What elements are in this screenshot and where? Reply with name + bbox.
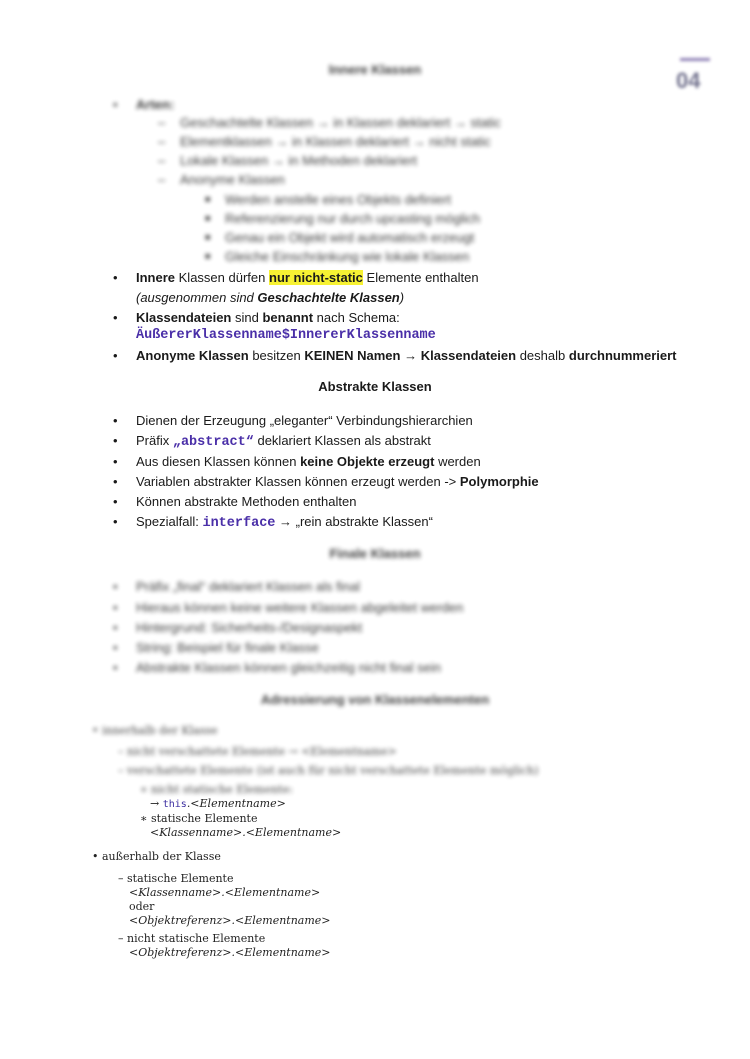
list-item: – verschattete Elemente (ist auch für nicht verschattete Elemente möglich) [118, 764, 539, 777]
list-item: – Anonyme Klassen [158, 172, 285, 187]
list-item: ■ Gleiche Einschränkung wie lokale Klassen [205, 249, 470, 264]
list-item: • Präfix „abstract“ deklariert Klassen als abstrakt [113, 433, 431, 450]
section-title-innere-klassen: Innere Klassen [328, 62, 422, 77]
code-line: <Klassenname>.<Elementname> [129, 886, 321, 899]
code-line: <Objektreferenz>.<Elementname> [129, 946, 331, 959]
code-schema: ÄußererKlassenname$InnererKlassenname [136, 328, 436, 343]
list-item: – Elementklassen → in Klassen deklariert → nicht static [158, 134, 491, 149]
list-item: • innerhalb der Klasse [92, 724, 218, 737]
list-item: • Präfix „final“ deklariert Klassen als final [113, 579, 360, 594]
list-item: • außerhalb der Klasse [92, 850, 221, 863]
page-number-badge: 04 [676, 58, 714, 96]
list-item: • Spezialfall: interface → „rein abstrakte Klassen“ [113, 514, 433, 531]
list-item: ∗ nicht statische Elemente: [140, 783, 293, 796]
list-item: – statische Elemente [118, 872, 234, 885]
list-item-innere: • Innere Klassen dürfen nur nicht-static Elemente enthalten [113, 270, 479, 285]
list-item: • Dienen der Erzeugung „eleganter“ Verbindungshierarchien [113, 413, 473, 428]
list-item-anonyme: • Anonyme Klassen besitzen KEINEN Namen → Klassendateien deshalb durchnummeriert [113, 348, 677, 363]
list-item: ■ Genau ein Objekt wird automatisch erzeugt [205, 230, 475, 245]
list-item: – Lokale Klassen → in Methoden deklariert [158, 153, 418, 168]
list-item: – nicht verschattete Elemente → <Elementname> [118, 745, 397, 758]
list-item: • String: Beispiel für finale Klasse [113, 640, 319, 655]
list-item: • Variablen abstrakter Klassen können erzeugt werden -> Polymorphie [113, 474, 539, 489]
code-line: → this.<Elementname> [150, 797, 286, 810]
list-item: • Abstrakte Klassen können gleichzeitig nicht final sein [113, 660, 441, 675]
code-line: <Objektreferenz>.<Elementname> [129, 914, 331, 927]
section-title-abstrakte-klassen: Abstrakte Klassen [318, 379, 432, 394]
list-item: – nicht statische Elemente [118, 932, 266, 945]
list-item-arten: • Arten: [113, 97, 175, 112]
list-item: • Können abstrakte Methoden enthalten [113, 494, 357, 509]
list-item-klassendateien: • Klassendateien sind benannt nach Schema: [113, 310, 400, 325]
list-item: – Geschachtelte Klassen → in Klassen deklariert → static [158, 115, 501, 130]
section-title-finale-klassen: Finale Klassen [329, 546, 421, 561]
code-line: <Klassenname>.<Elementname> [150, 826, 342, 839]
list-item: • Hintergrund: Sicherheits-/Designaspekt [113, 620, 363, 635]
list-item: ∗ statische Elemente [140, 812, 258, 825]
list-item: ■ Werden anstelle eines Objekts definiert [205, 192, 451, 207]
list-item: • Hieraus können keine weitere Klassen abgeleitet werden [113, 600, 464, 615]
list-item: • Aus diesen Klassen können keine Objekte erzeugt werden [113, 454, 481, 469]
list-item: ■ Referenzierung nur durch upcasting möglich [205, 211, 481, 226]
text-oder: oder [129, 900, 155, 913]
section-title-adressierung: Adressierung von Klassenelementen [260, 692, 490, 707]
list-item-innere-note: (ausgenommen sind Geschachtelte Klassen) [136, 290, 405, 305]
